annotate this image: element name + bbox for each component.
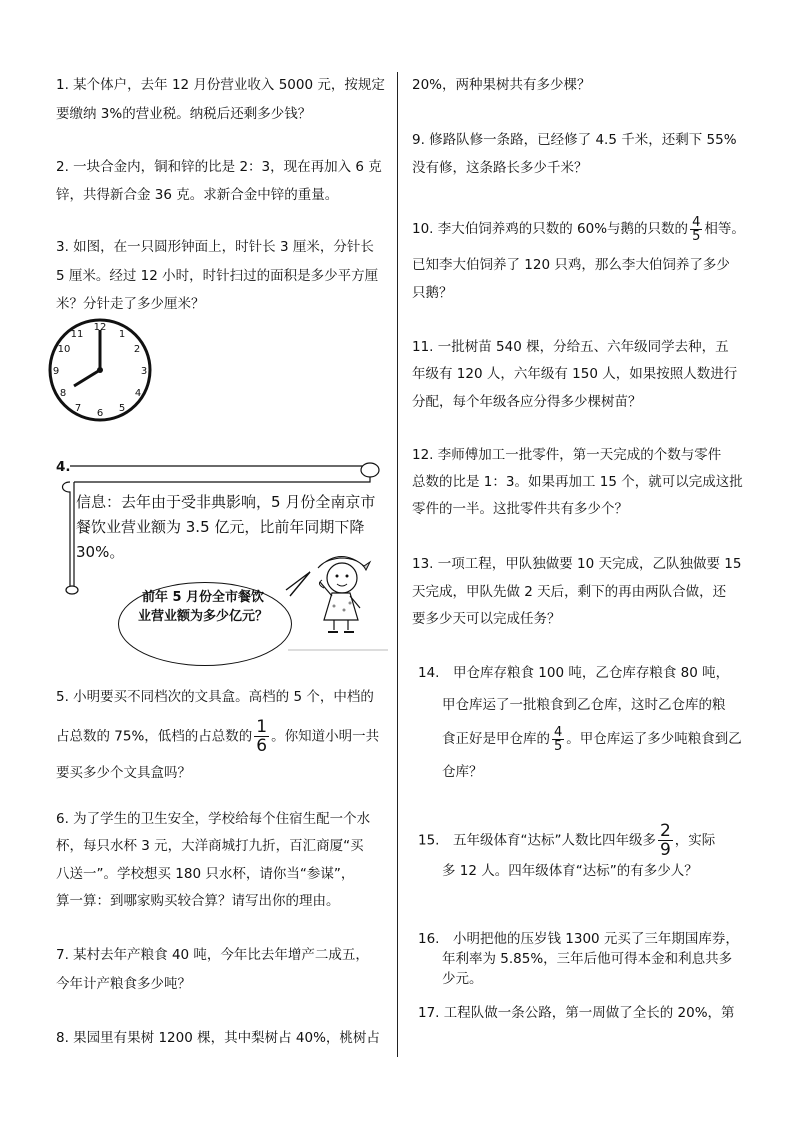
q8-continued: 20%，两种果树共有多少棵？ bbox=[412, 77, 591, 93]
q1-line2: 要缴纳 3%的营业税。纳税后还剩多少钱？ bbox=[56, 106, 312, 122]
q14-line4: 仓库？ bbox=[442, 764, 483, 780]
clock-num-8: 8 bbox=[59, 388, 67, 399]
q11-line3: 分配，每个年级各应分得多少棵树苗？ bbox=[412, 394, 642, 410]
clock-num-4: 4 bbox=[134, 388, 142, 399]
q10-fraction bbox=[690, 216, 702, 243]
q13-line3: 要多少天可以完成任务？ bbox=[412, 611, 561, 627]
q10-frac-den: 5 bbox=[692, 228, 701, 244]
q6-line1: 6. 为了学生的卫生安全，学校给每个住宿生配一个水 bbox=[56, 811, 371, 827]
q12-line2: 总数的比是 1：3。如果再加工 15 个，就可以完成这批 bbox=[412, 474, 743, 490]
q5-line3: 要买多少个文具盒吗？ bbox=[56, 765, 191, 781]
q5-frac-num: 1 bbox=[256, 717, 268, 737]
clock-num-11: 11 bbox=[70, 329, 84, 340]
q10-line3: 只鹅？ bbox=[412, 285, 453, 301]
clock-num-6: 6 bbox=[96, 408, 104, 419]
q1-line1: 1. 某个体户，去年 12 月份营业收入 5000 元，按规定 bbox=[56, 77, 385, 93]
q14-line1: 14. 甲仓库存粮食 100 吨，乙仓库存粮食 80 吨， bbox=[418, 665, 730, 681]
q2-line2: 锌，共得新合金 36 克。求新合金中锌的重量。 bbox=[56, 187, 339, 203]
clock-figure bbox=[46, 316, 154, 424]
clock-num-10: 10 bbox=[57, 344, 71, 355]
q9-line1: 9. 修路队修一条路，已经修了 4.5 千米，还剩下 55% bbox=[412, 132, 737, 148]
clock-num-7: 7 bbox=[74, 403, 82, 414]
q12-line1: 12. 李师傅加工一批零件，第一天完成的个数与零件 bbox=[412, 447, 722, 463]
q2-line1: 2. 一块合金内，铜和锌的比是 2：3，现在再加入 6 克 bbox=[56, 159, 382, 175]
q6-line2: 杯，每只水杯 3 元，大洋商城打九折，百汇商厦“买 bbox=[56, 838, 364, 854]
q12-line3: 零件的一半。这批零件共有多少个？ bbox=[412, 501, 628, 517]
q14-frac-num: 4 bbox=[554, 724, 563, 740]
q4-label: 4. bbox=[56, 459, 71, 475]
q15-frac-den: 9 bbox=[659, 840, 671, 860]
q11-line2: 年级有 120 人，六年级有 150 人，如果按照人数进行 bbox=[412, 366, 738, 382]
q11-line1: 11. 一批树苗 540 棵，分给五、六年级同学去种，五 bbox=[412, 339, 729, 355]
q9-line2: 没有修，这条路长多少千米？ bbox=[412, 160, 588, 176]
q7-line2: 今年计产粮食多少吨？ bbox=[56, 976, 191, 992]
q16-line3: 少元。 bbox=[442, 971, 483, 987]
q3-line3: 米？分针走了多少厘米？ bbox=[56, 296, 205, 312]
q10-line1 bbox=[412, 214, 745, 244]
q5-line2-text-a: 占总数的 75%，低档的占总数的 bbox=[56, 728, 253, 745]
clock-num-9: 9 bbox=[52, 366, 60, 377]
q14-line2: 甲仓库运了一批粮食到乙仓库，这时乙仓库的粮 bbox=[442, 697, 726, 713]
q10-line1-text-a: 10. 李大伯饲养鸡的只数的 60%与鹅的只数的 bbox=[412, 221, 689, 237]
q6-line3: 八送一”。学校想买 180 只水杯，请你当“参谋”， bbox=[56, 866, 355, 882]
q3-line2: 5 厘米。经过 12 小时，时针扫过的面积是多少平方厘 bbox=[56, 268, 379, 284]
clock-num-1: 1 bbox=[118, 329, 126, 340]
clock-num-3: 3 bbox=[140, 366, 148, 377]
q5-line2 bbox=[56, 718, 379, 755]
q16-line2: 年利率为 5.85%，三年后他可得本金和利息共多 bbox=[442, 951, 733, 967]
girl-illustration bbox=[300, 548, 380, 638]
q15-fraction bbox=[658, 822, 673, 859]
q15-line1 bbox=[418, 822, 715, 859]
q15-line1-text-b: ，实际 bbox=[674, 832, 716, 849]
q4-info-text: 信息：去年由于受非典影响，5 月份全南京市餐饮业营业额为 3.5 亿元，比前年同期下降 30%。 bbox=[76, 493, 376, 561]
q15-line1-text-a: 15. 五年级体育“达标”人数比四年级多 bbox=[418, 832, 656, 849]
clock-num-2: 2 bbox=[133, 344, 141, 355]
q6-line4: 算一算：到哪家购买较合算？请写出你的理由。 bbox=[56, 893, 340, 909]
q5-fraction bbox=[254, 718, 269, 755]
q10-line1-text-b: 相等。 bbox=[704, 221, 745, 237]
q5-frac-den: 6 bbox=[256, 736, 268, 756]
clock-num-12: 12 bbox=[93, 322, 107, 333]
q15-line2: 多 12 人。四年级体育“达标”的有多少人？ bbox=[442, 863, 698, 879]
q3-line1: 3. 如图，在一只圆形钟面上，时针长 3 厘米，分针长 bbox=[56, 239, 374, 255]
q14-line3-text-a: 食正好是甲仓库的 bbox=[442, 731, 550, 747]
q17-line1: 17. 工程队做一条公路，第一周做了全长的 20%，第 bbox=[418, 1005, 735, 1021]
q13-line1: 13. 一项工程，甲队独做要 10 天完成，乙队独做要 15 bbox=[412, 556, 742, 572]
clock-num-5: 5 bbox=[118, 403, 126, 414]
q5-line1: 5. 小明要买不同档次的文具盒。高档的 5 个，中档的 bbox=[56, 689, 374, 705]
q14-line3-text-b: 。甲仓库运了多少吨粮食到乙 bbox=[566, 731, 742, 747]
q10-line2: 已知李大伯饲养了 120 只鸡，那么李大伯饲养了多少 bbox=[412, 257, 730, 273]
q16-line1: 16. 小明把他的压岁钱 1300 元买了三年期国库券， bbox=[418, 931, 739, 947]
q4-bubble-text: 前年 5 月份全市餐饮业营业额为多少亿元？ bbox=[138, 590, 269, 624]
q14-frac-den: 5 bbox=[554, 738, 563, 754]
q8-line1: 8. 果园里有果树 1200 棵，其中梨树占 40%，桃树占 bbox=[56, 1030, 380, 1046]
q13-line2: 天完成，甲队先做 2 天后，剩下的再由两队合做，还 bbox=[412, 584, 727, 600]
column-divider bbox=[397, 72, 398, 1057]
q14-fraction bbox=[552, 726, 564, 753]
q7-line1: 7. 某村去年产粮食 40 吨，今年比去年增产二成五， bbox=[56, 947, 369, 963]
q15-frac-num: 2 bbox=[659, 821, 671, 841]
q10-frac-num: 4 bbox=[692, 214, 701, 230]
q5-line2-text-b: 。你知道小明一共 bbox=[271, 728, 380, 745]
q14-line3 bbox=[442, 724, 742, 754]
